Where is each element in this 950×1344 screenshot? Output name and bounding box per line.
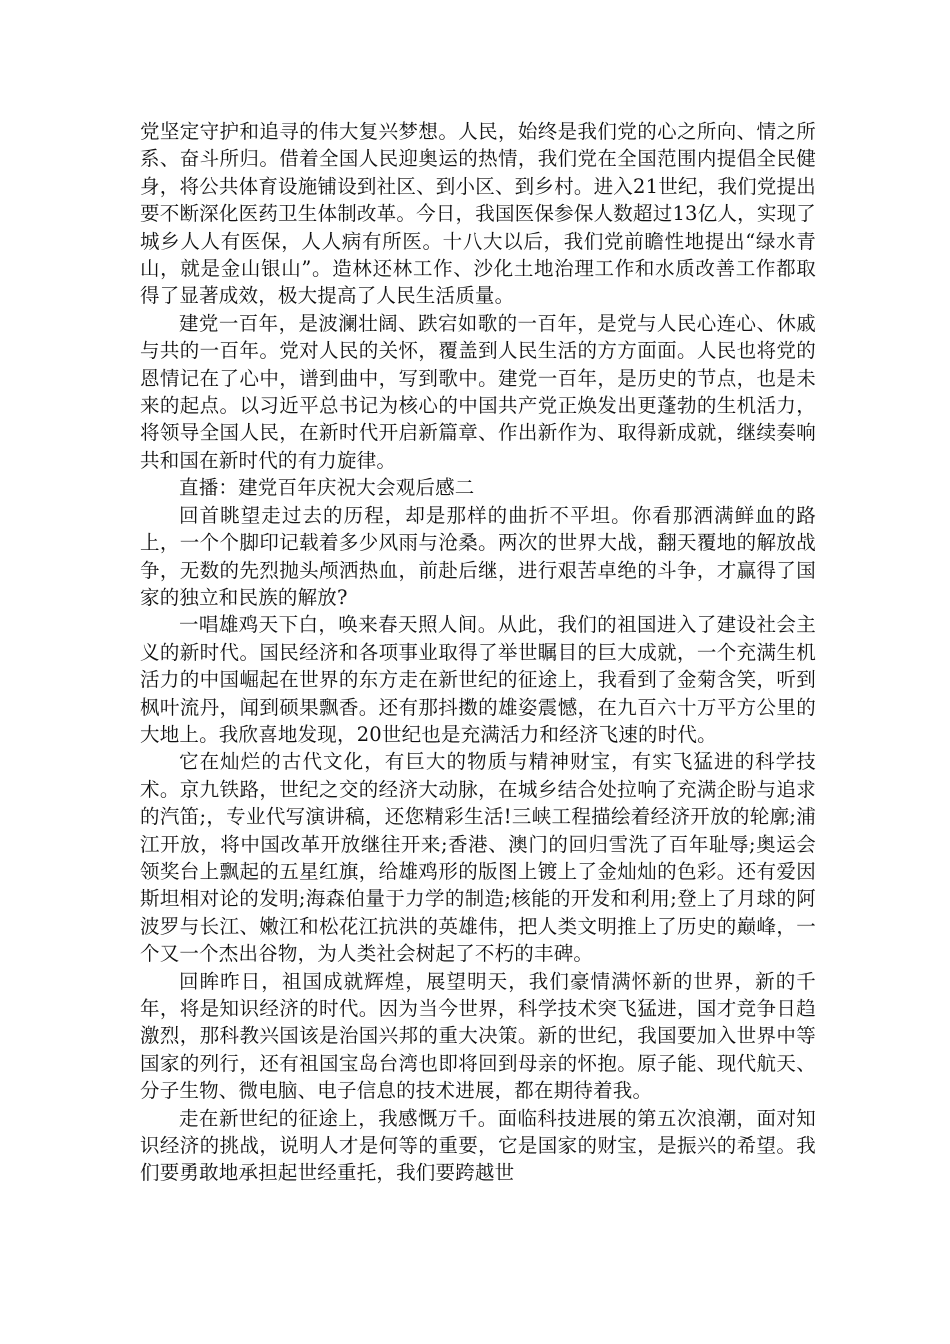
paragraph-7: 走在新世纪的征途上，我感慨万千。面临科技进展的第五次浪潮，面对知识经济的挑战，说明人才是何等的重要，它是国家的财宝，是振兴的希望。我们要勇敢地承担起世经重托，我们要跨越世 [140,1106,816,1185]
document-body [140,118,816,1187]
paragraph-5: 它在灿烂的古代文化，有巨大的物质与精神财宝，有实飞猛进的科学技术。京九铁路，世纪之交的经济大动脉，在城乡结合处拉响了充满企盼与追求的汽笛;，专业代写演讲稿，还您精彩生活!三峡工程描绘着经济开放的轮廓;浦江开放，将中国改革开放继往开来;香港、澳门的回归雪洗了百年耻辱;奥运会领奖台上飘起的五星红旗，给雄鸡形的版图上镀上了金灿灿的色彩。还有爱因斯坦相对论的发明;海森伯量于力学的制造;核能的开发和利用;登上了月球的阿波罗与长江、嫩江和松花江抗洪的英雄伟，把人类文明推上了历史的巅峰，一个又一个杰出谷物，为人类社会树起了不朽的丰碑。 [140,750,816,966]
paragraph-4: 一唱雄鸡天下白，唤来春天照人间。从此，我们的祖国进入了建设社会主义的新时代。国民经济和各项事业取得了举世瞩目的巨大成就，一个充满生机活力的中国崛起在世界的东方走在新世纪的征途上，我看到了金菊含笑，听到枫叶流丹，闻到硕果飘香。还有那抖擞的雄姿震憾，在九百六十万平方公里的大地上。我欣喜地发现，20世纪也是充满活力和经济飞速的时代。 [140,613,816,746]
paragraph-3: 回首眺望走过去的历程，却是那样的曲折不平坦。你看那洒满鲜血的路上，一个个脚印记载着多少风雨与沧桑。两次的世界大战，翻天覆地的解放战争，无数的先烈抛头颅洒热血，前赴后继，进行艰苦卓绝的斗争，才赢得了国家的独立和民族的解放? [140,503,816,609]
paragraph-6: 回眸昨日，祖国成就辉煌，展望明天，我们豪情满怀新的世界，新的千年，将是知识经济的时代。因为当今世界，科学技术突飞猛进，国才竞争日趋激烈，那科教兴国该是治国兴邦的重大决策。新的世纪，我国要加入世界中等国家的列行，还有祖国宝岛台湾也即将回到母亲的怀抱。原子能、现代航天、分子生物、微电脑、电子信息的技术进展，都在期待着我。 [140,969,816,1103]
paragraph-1: 党坚定守护和追寻的伟大复兴梦想。人民，始终是我们党的心之所向、情之所系、奋斗所归。借着全国人民迎奥运的热情，我们党在全国范围内提倡全民健身，将公共体育设施铺设到社区、到小区、到乡村。进入21世纪，我们党提出要不断深化医药卫生体制改革。今日，我国医保参保人数超过13亿人，实现了城乡人人有医保，人人病有所医。十八大以后，我们党前瞻性地提出“绿水青山，就是金山银山”。造林还林工作、沙化土地治理工作和水质改善工作都取得了显著成效，极大提高了人民生活质量。 [140,120,816,308]
paragraph-2: 建党一百年，是波澜壮阔、跌宕如歌的一百年，是党与人民心连心、休戚与共的一百年。党对人民的关怀，覆盖到人民生活的方方面面。人民也将党的恩情记在了心中，谱到曲中，写到歌中。建党一百年，是历史的节点，也是未来的起点。以习近平总书记为核心的中国共产党正焕发出更蓬勃的生机活力，将领导全国人民，在新时代开启新篇章、作出新作为、取得新成就，继续奏响共和国在新时代的有力旋律。 [140,311,816,472]
section-heading: 直播：建党百年庆祝大会观后感二 [179,476,475,500]
